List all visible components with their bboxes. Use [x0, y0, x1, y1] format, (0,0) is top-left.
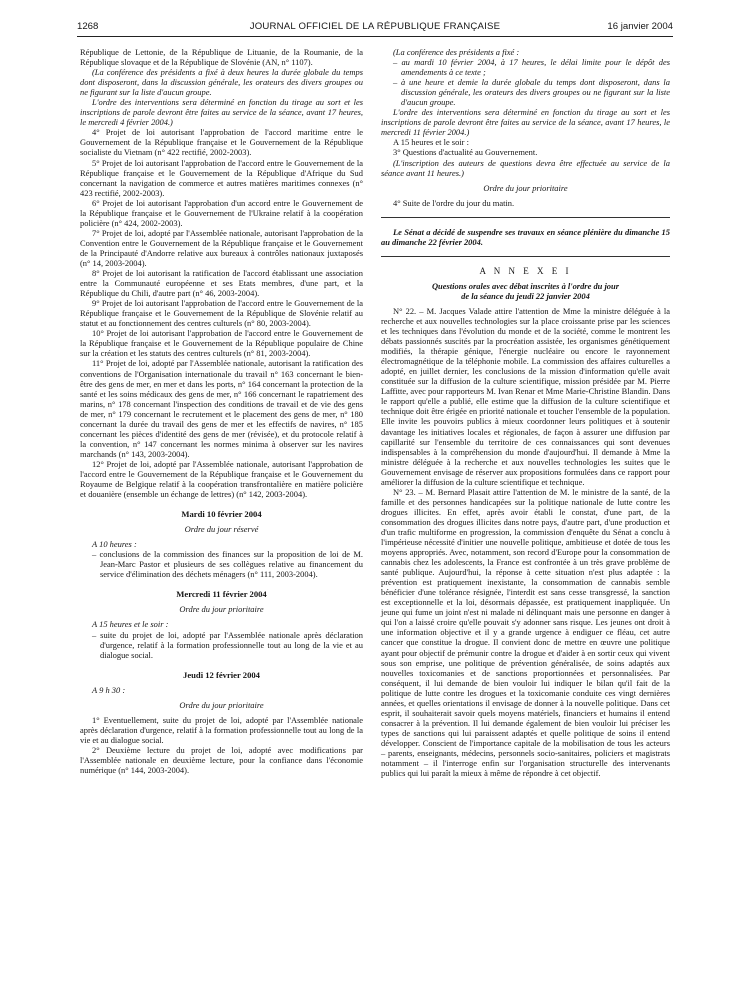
oral-question: N° 22. – M. Jacques Valade attire l'attention de Mme la ministre déléguée à la recherche et aux nouvelles technologies sur la place croissante prise par les sciences et les techniques dans l'évolution du monde et de la société, comme le montrent les débats passionnés suscités par la procréation assistée, les organismes génétiquement modifiés, la thérapie génique, l'énergie nucléaire ou encore le rayonnement électromagnétique de la téléphonie mobile. La commission des affaires culturelles a adopté, en juillet dernier, les conclusions de la mission d'information qu'elle avait constituée sur la diffusion de la culture scientifique, mission présidée par M. Pierre Laffitte, avec pour rapporteurs M. Ivan Renar et Mme Marie-Christine Blandin. Dans le rapport qu'elle a publié, elle estime que la diffusion de la culture scientifique et technique doit être érigée en priorité nationale et toucher l'ensemble de la population. Elle invite les pouvoirs publics à mieux coordonner leurs politiques et à soutenir davantage les initiatives locales et régionales, de façon à assurer une diffusion par capillarité sur l'ensemble du territoire de ces connaissances qui sont devenues indispensables à la compréhension du monde d'aujourd'hui. Il demande à Mme la ministre déléguée à la recherche et aux nouvelles technologies les suites que le Gouvernement envisage de réserver aux propositions formulées dans ce rapport pour améliorer la diffusion de la culture scientifique et technique. [381, 305, 670, 487]
paragraph: (La conférence des présidents a fixé : [393, 47, 520, 57]
time-label: A 10 heures : [92, 539, 137, 550]
agenda-item: – suite du projet de loi, adopté par l'Assemblée nationale après déclaration d'urgence, relatif à la formation professionnelle tout au long de la vie et au dialogue social. [92, 629, 363, 660]
section-subheading: Ordre du jour prioritaire [483, 182, 568, 193]
annex-title: A N N E X E I [479, 265, 572, 276]
left-column [80, 47, 363, 775]
agenda-item: 1° Eventuellement, suite du projet de loi, adopté par l'Assemblée nationale après déclaration d'urgence, relatif à la formation professionnelle tout au long de la vie et au dialogue social. [80, 714, 363, 745]
divider [381, 217, 670, 218]
time-label: A 15 heures et le soir : [92, 619, 169, 630]
agenda-item: 6° Projet de loi autorisant l'approbation d'un accord entre le Gouvernement de la République française et le Gouvernement de l'Ukraine relatif à la coopération policière (n° 424, 2002-2003). [80, 197, 363, 228]
agenda-item: 11° Projet de loi, adopté par l'Assemblée nationale, autorisant la ratification des conventions de l'Organisation internationale du travail n° 163 concernant le bien-être des gens de mer, en mer et dans les ports, n° 164 concernant la protection de la santé et les soins médicaux des gens de mer, n° 166 concernant le rapatriement des marins, n° 178 concernant l'inspection des conditions de travail et de vie des gens de mer, n° 179 concernant le recrutement et le placement des gens de mer, n° 180 concernant la durée du travail des gens de mer et les effectifs de navires, n° 185 concernant les pièces d'identité des gens de mer (révisée), et du protocole relatif à la convention, n° 147 concernant les normes minima à observer sur les navires marchands (n° 143, 2003-2004). [80, 358, 363, 459]
time-label: A 9 h 30 : [92, 684, 126, 695]
suspension-notice: Le Sénat a décidé de suspendre ses travaux en séance plénière du dimanche 15 au dimanche 22 février 2004. [381, 226, 670, 247]
agenda-item: 4° Suite de l'ordre du jour du matin. [393, 197, 515, 208]
paragraph: (L'inscription des auteurs de questions devra être effectuée au service de la séance avant 11 heures.) [381, 157, 670, 178]
agenda-item: 2° Deuxième lecture du projet de loi, adopté avec modifications par l'Assemblée nationale en deuxième lecture, pour la confiance dans l'économie numérique (n° 144, 2003-2004). [80, 744, 363, 776]
paragraph: L'ordre des interventions sera déterminé en fonction du tirage au sort et les inscriptions de parole devront être faites au service de la séance, avant 17 heures, le mercredi 4 février 2004.) [80, 97, 363, 128]
agenda-item: 3° Questions d'actualité au Gouvernement. [393, 147, 538, 158]
paragraph: L'ordre des interventions sera déterminé en fonction du tirage au sort et les inscriptions de parole devront être faites au service de la séance, avant 17 heures, le mercredi 11 février 2004.) [381, 107, 670, 138]
divider [381, 256, 670, 257]
page-number: 1268 [77, 21, 99, 32]
agenda-item: 7° Projet de loi, adopté par l'Assemblée nationale, autorisant l'approbation de la Convention entre le Gouvernement de la République française et le Gouvernement de la Principauté d'Andorre relative aux bureaux à contrôles nationaux juxtaposés (n° 14, 2003-2004). [80, 227, 363, 268]
agenda-item: 8° Projet de loi autorisant la ratification de l'accord établissant une association entre la Communauté européenne et ses Etats membres, d'une part, et la République du Chili, d'autre part (n° 46, 2003-2004). [80, 268, 363, 299]
agenda-item: 12° Projet de loi, adopté par l'Assemblée nationale, autorisant l'approbation de l'accord entre le Gouvernement de la République française et le Gouvernement du Royaume de Belgique relatif à la coopération transfrontalière en matière policière et douanière (ensemble un échange de lettres) (n° 142, 2003-2004). [80, 458, 363, 500]
section-heading: Mercredi 11 février 2004 [176, 589, 267, 600]
oral-question: N° 23. – M. Bernard Plasait attire l'attention de M. le ministre de la santé, de la famille et des personnes handicapées sur la politique nationale de lutte contre les drogues illicites. En effet, après avoir établi le constat, d'une part, de la consommation des drogues illicites dans notre pays, d'autre part, d'une production et d'un trafic multiforme en progression, la commission d'enquête du Sénat a conclu à l'impérieuse nécessité d'initier une nouvelle politique, ambitieuse et dotée de tous les moyens appropriés. Avec, notamment, son record d'Europe pour la consommation de cannabis chez les adolescents, la France est confrontée à un très grave problème de santé publique. Aujourd'hui, la réponse à cette situation n'est plus adaptée : la prévention est pratiquement inexistante, la consommation de cannabis semble bénéficier d'une tolérance résignée, l'interdit est sans cesse transgressé, la sanction est exceptionnelle et la loi, désormais dépassée, est pratiquement inappliquée. Un jeune qui fume un joint n'est ni malade ni délinquant mais une personne en danger à qui l'on a laissé croire qu'elle pouvait s'y adonner sans risque. Les jeunes ont droit à une information objective et il y a grande urgence à endiguer ce fléau, cet autre cancer que constitue la drogue. Il convient donc de mettre en œuvre une politique ayant pour objectif de prémunir contre la drogue et d'aider à en sortir ceux qui vivent sous son emprise, une politique de prévention généralisée, de soins adaptés aux nouvelles toxicomanies et de sanctions proportionnées et personnalisées. Par conséquent, il lui demande de bien vouloir lui indiquer le bilan qu'il fait de la politique de lutte contre les drogues et la toxicomanie conduite ces vingt dernières années, et quelles orientations il envisage de donner à la nouvelle politique. Dans cet esprit, il souhaiterait savoir quels moyens matériels, financiers et humains il entend consacrer à la prévention. Il lui demande également de bien vouloir lui préciser les types de sanctions qui lui paraissent adaptés et quelle politique de soins il entend développer. Conscient de l'importance capitale de la mobilisation de tous les acteurs – parents, enseignants, médecins, personnels socio-sanitaires, policiers et magistrats notamment – il l'interroge enfin sur l'organisation structurelle des intervenants publics qui lui paraît la mieux à même de répondre à cet objectif. [381, 486, 670, 779]
agenda-item: 10° Projet de loi autorisant l'approbation de l'accord entre le Gouvernement de la République française et le Gouvernement de la République populaire de Chine sur la création et les statuts des centres culturels (n° 81, 2003-2004). [80, 328, 363, 359]
journal-title: JOURNAL OFFICIEL DE LA RÉPUBLIQUE FRANÇAISE [249, 21, 501, 32]
section-subheading: Ordre du jour prioritaire [179, 604, 264, 615]
annex-subtitle: Questions orales avec débat inscrites à l'ordre du jour [431, 280, 620, 291]
agenda-item: 9° Projet de loi autorisant l'approbation de l'accord entre le Gouvernement de la République française et le Gouvernement de la République de Slovénie relatif au statut et au fonctionnement des centres culturels (n° 80, 2003-2004). [80, 298, 363, 329]
page-header [77, 21, 673, 37]
time-label: A 15 heures et le soir : [393, 137, 469, 148]
right-column [381, 47, 670, 778]
section-subheading: Ordre du jour prioritaire [179, 699, 264, 710]
paragraph: (La conférence des présidents a fixé à deux heures la durée globale du temps dont disposeront, dans la discussion générale, les orateurs des divers groupes ou ne figurant sur la liste d'aucun groupe. [80, 67, 363, 98]
agenda-item: 4° Projet de loi autorisant l'approbation de l'accord maritime entre le Gouvernement de la République française et le Gouvernement de la République socialiste du Vietnam (n° 422 rectifié, 2002-2003). [80, 127, 363, 158]
paragraph: République de Lettonie, de la République de Lituanie, de la Roumanie, de la République slovaque et de la République de Slovénie (AN, n° 1107). [80, 47, 363, 68]
section-heading: Jeudi 12 février 2004 [183, 669, 260, 680]
agenda-item: 5° Projet de loi autorisant l'approbation de l'accord entre le Gouvernement de la République française et le Gouvernement de la République d'Afrique du Sud concernant la navigation de commerce et autres matières maritimes connexes (n° 423 rectifié, 2002-2003). [80, 157, 363, 198]
section-subheading: Ordre du jour réservé [184, 524, 259, 535]
section-heading: Mardi 10 février 2004 [181, 509, 262, 520]
annex-subtitle: de la séance du jeudi 22 janvier 2004 [461, 290, 590, 301]
list-item: – à une heure et demie la durée globale du temps dont disposeront, dans la discussion générale, les orateurs des divers groupes ou ne figurant sur la liste d'aucun groupe. [393, 77, 670, 108]
list-item: – au mardi 10 février 2004, à 17 heures, le délai limite pour le dépôt des amendements à ce texte ; [393, 57, 670, 78]
header-rule [77, 36, 673, 37]
agenda-item: – conclusions de la commission des finances sur la proposition de loi de M. Jean-Marc Pastor et plusieurs de ses collègues relative au financement du service d'élimination des déchets ménagers (n° 111, 2003-2004). [92, 549, 363, 580]
issue-date: 16 janvier 2004 [607, 21, 673, 32]
